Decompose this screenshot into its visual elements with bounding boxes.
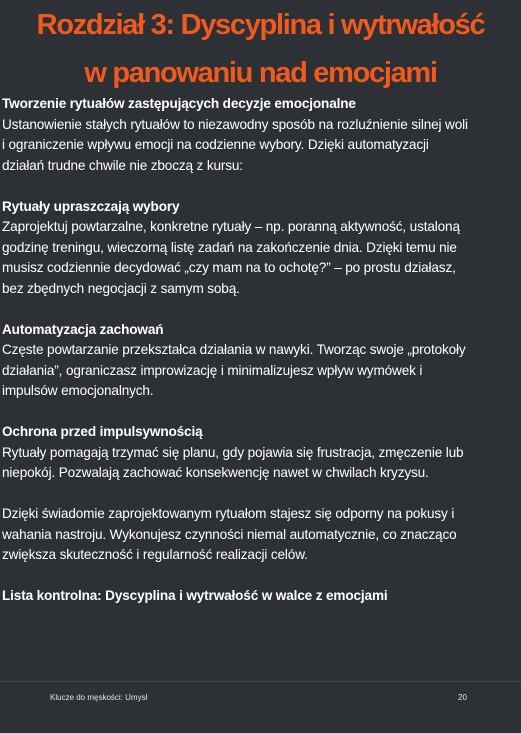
spacer (2, 566, 519, 587)
section-line: działania”, ograniczasz improwizację i minimalizujesz wpływ wymówek i (2, 362, 423, 378)
spacer (2, 299, 519, 320)
checklist-heading: Lista kontrolna: Dyscyplina i wytrwałość w walce z emocjami (2, 588, 388, 603)
section-heading-automation: Automatyzacja zachowań (2, 321, 164, 337)
spacer (2, 176, 519, 197)
section-line: Częste powtarzanie przekształca działania w nawyki. Tworząc swoje „protokoły (2, 342, 466, 357)
section-heading-rituals: Tworzenie rytuałów zastępujących decyzje emocjonalne (2, 96, 356, 111)
section-line: niepokój. Pozwalają zachować konsekwencję nawet w chwilach kryzysu. (2, 465, 429, 480)
chapter-content (2, 94, 519, 607)
section-line: impulsów emocjonalnych. (2, 383, 154, 398)
chapter-title-line-1: Rozdział 3: Dyscyplina i wytrwałość (36, 9, 485, 41)
closing-line: zwiększa skuteczność i regularność realizacji celów. (2, 547, 308, 562)
spacer (2, 484, 519, 505)
section-line: godzinę treningu, wieczorną listę zadań na zakończenie dnia. Dzięki temu nie (2, 239, 457, 255)
section-line: musisz codziennie decydować „czy mam na to ochotę?” – po prostu działasz, (2, 260, 456, 275)
page-number: 20 (458, 693, 467, 702)
section-line: Rytuały pomagają trzymać się planu, gdy pojawia się frustracja, zmęczenie lub (2, 444, 464, 460)
section-heading-simplify-choices: Rytuały upraszczają wybory (2, 198, 180, 214)
section-line: bez zbędnych negocjacji z samym sobą. (2, 280, 240, 296)
closing-line: wahania nastroju. Wykonujesz czynności niemal automatycznie, co znacząco (2, 526, 457, 542)
section-line: Ustanowienie stałych rytuałów to niezawodny sposób na rozluźnienie silnej woli (2, 116, 468, 132)
section-heading-impulsivity: Ochrona przed impulsywnością (2, 424, 203, 439)
section-line: działań trudne chwile nie zboczą z kursu: (2, 157, 243, 173)
footer-book-title: Klucze do męskości: Umysł (50, 693, 148, 702)
spacer (2, 402, 519, 423)
chapter-title-line-2: w panowaniu nad emocjami (84, 57, 437, 89)
section-line: Zaprojektuj powtarzalne, konkretne rytuały – np. poranną aktywność, ustaloną (2, 219, 460, 234)
section-line: i ograniczenie wpływu emocji na codzienne wybory. Dzięki automatyzacji (2, 137, 429, 152)
closing-line: Dzięki świadomie zaprojektowanym rytuałom stajesz się odporny na pokusy i (2, 506, 455, 521)
footer-divider (0, 681, 521, 682)
